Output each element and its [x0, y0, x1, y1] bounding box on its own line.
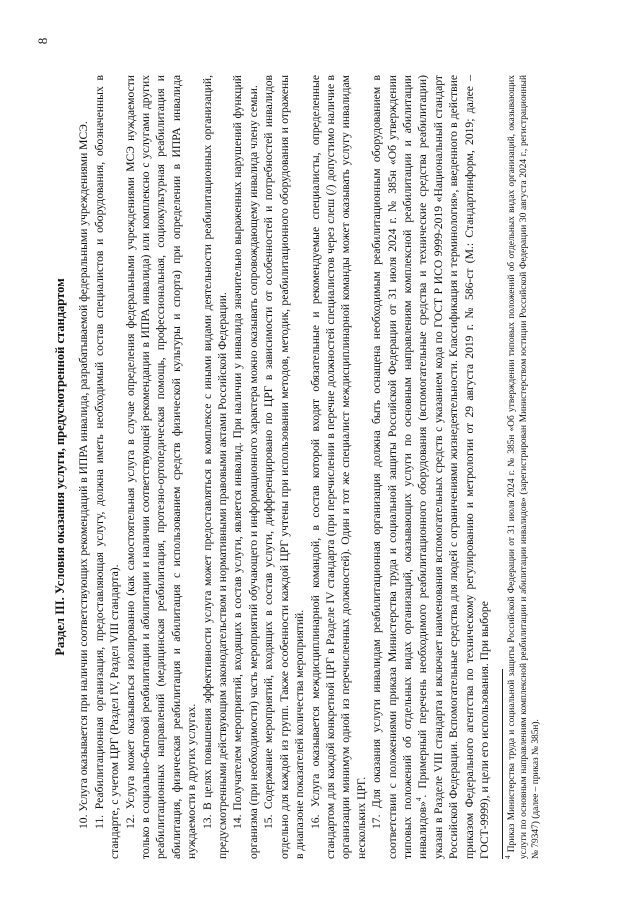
footnote-mark: 4	[504, 855, 513, 859]
paragraph-17	[369, 75, 492, 859]
paragraph-number: 14.	[231, 814, 245, 829]
paragraph-text: Содержание мероприятий, входящих в состав услуги, дифференцировано по ЦРГ в зависимости от особенностей и потребностей инвалидов отдельно для каждой из групп. Также особенности каждой ЦРГ учтены при использовании методов, методик, реабилитационного оборудования и отражены в диапазоне показателей количества мероприятий.	[262, 75, 307, 859]
page-number: 8	[35, 37, 50, 45]
paragraph-number: 16.	[308, 814, 322, 829]
paragraph-15	[261, 75, 307, 859]
paragraph-text: Реабилитационная организация, предоставляющая услугу, должна иметь необходимый состав специалистов и оборудования, обозначенных в стандарте, с учетом ЦРГ (Раздел IV, Раздел VIII стандарта).	[92, 75, 122, 859]
paragraph-text: Услуга может оказываться изолированно (как самостоятельная услуга в случае определения федеральными учреждениями МСЭ нуждаемости только в социально-бытовой реабилитации и абилитации и наличии соответствующей рекомендации в ИПРА инвалида) или комплексно с услугами других реабилитационных направлений (медицинская реабилитация, протезно-ортопедическая помощь, профессиональная, социокультурная реабилитация и абилитация, физическая реабилитация и абилитация с использованием средств физической культуры и спорта) при определении в ИПРА инвалида нуждаемости в других услугах.	[123, 75, 199, 859]
paragraph-text: Услуга оказывается междисциплинарной командой, в состав которой входят обязательные и рекомендуемые специалисты, определенные стандартом для каждой конкретной ЦРГ в Разделе IV стандарта (при перечислении в перечне должностей специалистов через слеш (/) допустимо наличие в организации минимум одной из перечисленных должностей). Один и тот же специалист междисциплинарной команды может оказывать услугу инвалидам нескольких ЦРГ.	[308, 75, 368, 859]
paragraph-text: В целях повышения эффективности услуга может предоставляться в комплексе с иными видами деятельности реабилитационных организаций, предусмотренными действующим законодательством и нормативными правовыми актами Российской Федерации.	[200, 75, 230, 859]
paragraph-text: Для оказания услуги инвалидам реабилитационная организация должна быть оснащена необходимым реабилитационным оборудованием в соответствии с положениями приказа Министерства труда и социальной защиты Российской Федерации от 31 июля 2024 г. № 385н «Об утверждении типовых положений об отдельных видах организаций, оказывающих услуги по основным направлениям комплексной реабилитации и абилитации инвалидов»	[370, 75, 430, 859]
paragraph-12	[123, 75, 200, 859]
paragraph-number: 15.	[262, 814, 276, 829]
paragraph-14	[230, 75, 261, 859]
paragraph-10	[76, 75, 91, 859]
rotated-page-content	[35, 27, 605, 877]
paragraph-13	[200, 75, 231, 859]
footnote-separator	[502, 669, 503, 859]
section-title: Раздел III. Условия оказания услуги, предусмотренной стандартом	[53, 278, 67, 656]
paragraph-number: 10.	[77, 814, 91, 829]
paragraph-text: Услуга оказывается при наличии соответствующих рекомендаций в ИПРА инвалида, разрабатываемой федеральными учреждениями МСЭ.	[77, 121, 91, 812]
footnote-text: Приказ Министерства труда и социальной защиты Российской Федерации от 31 июля 2024 г. № 385н «Об утверждении типовых положений об отдельных видах организаций, оказывающих услуги по основным направлениям комплексной реабилитации и абилитации инвалидов» (зарегистрирован Министерством юстиции Российской Федерации 30 августа 2024 г., регистрационный № 79347) (далее – приказ № 385н).	[507, 75, 542, 859]
paragraph-text: Получателем мероприятий, входящих в состав услуги, является инвалид. При наличии у инвалида значительно выраженных нарушений функций организма (при необходимости) часть мероприятий обучающего и информационного характера можно оказывать сопровождающему инвалида члену семьи.	[231, 75, 260, 859]
paragraph-number: 12.	[123, 814, 137, 829]
paragraph-number: 11.	[92, 814, 106, 829]
paragraph-text-continued: . Примерный перечень необходимого реабилитационного оборудования (вспомогательные средства и технические средства реабилитации) указан в Разделе VIII стандарта и включает наименования вспомогательных средств с указанием кода по ГОСТ Р ИСО 9999-2019 «Национальный стандарт Российской Федерации. Вспомогательные средства для людей с ограничениями жизнедеятельности. Классификация и терминология», введенного в действие приказом Федерального агентства по техническому регулированию и метрологии от 29 августа 2019 г. № 586-ст (М.: Стандартинформ, 2019; далее – ГОСТ-9999), и цели его использования. При выборе	[416, 75, 491, 859]
text-body	[53, 75, 542, 859]
paragraph-number: 13.	[200, 814, 214, 829]
footnote	[506, 75, 542, 859]
paragraph-number: 17.	[370, 814, 384, 829]
footnote-reference: 4	[415, 797, 424, 802]
paragraph-11	[92, 75, 123, 859]
paragraph-16	[308, 75, 370, 859]
